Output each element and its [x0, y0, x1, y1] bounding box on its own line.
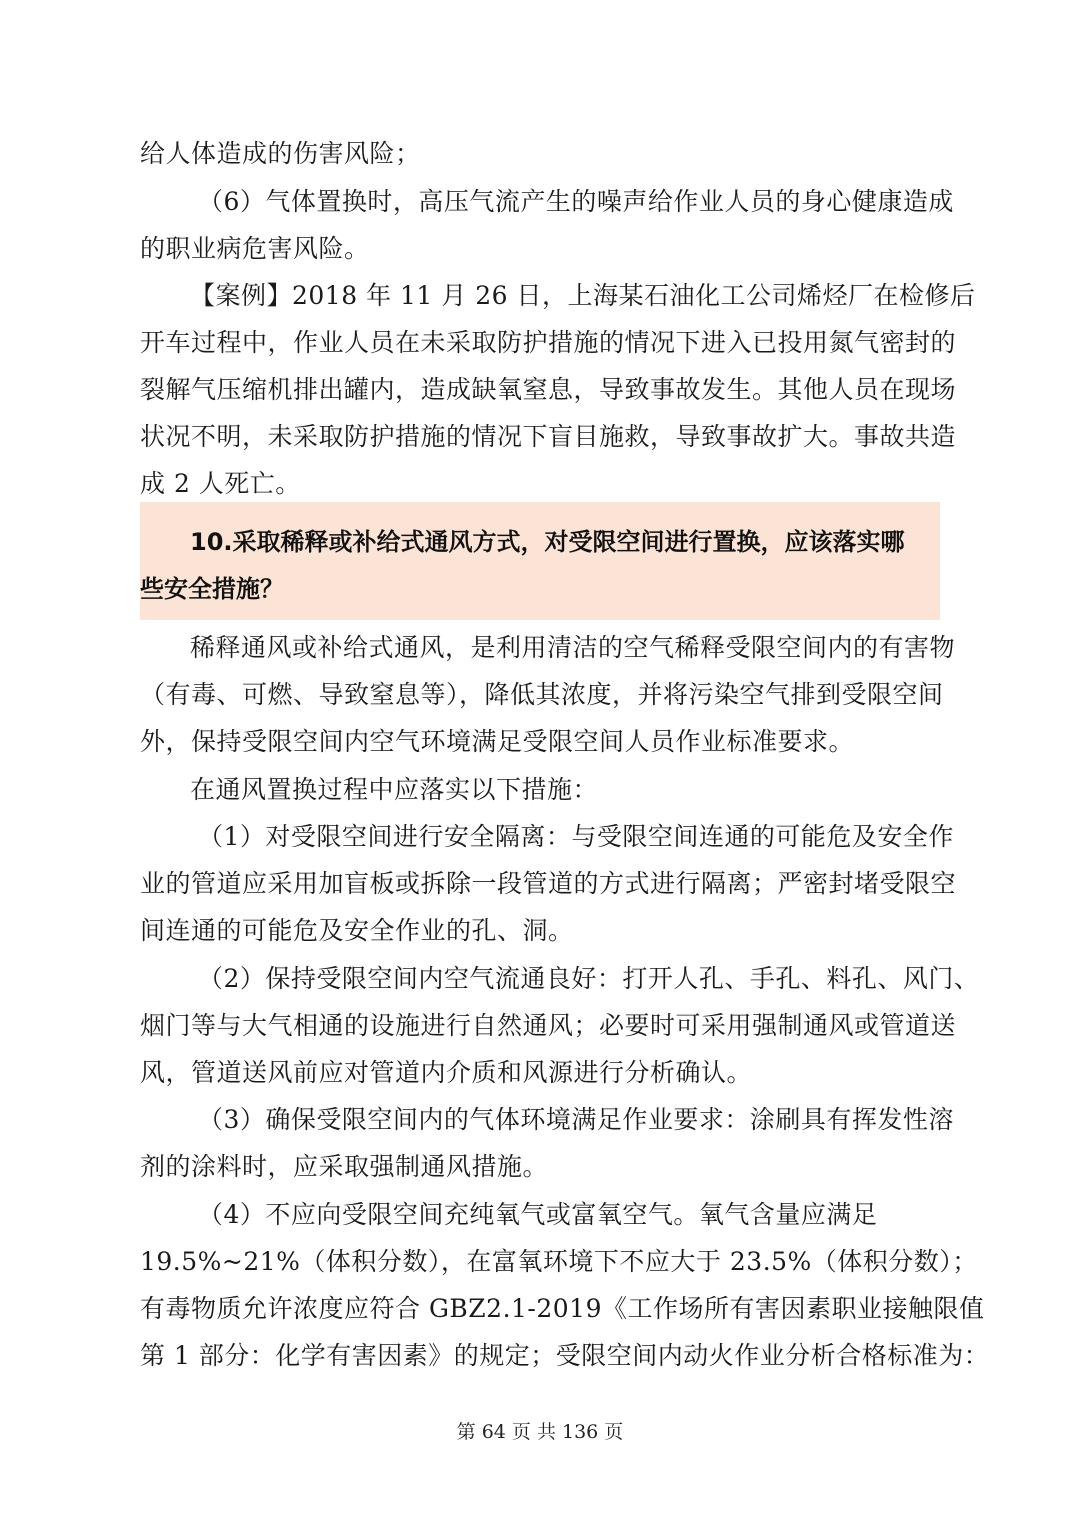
text-line: 的职业病危害风险。	[140, 234, 370, 263]
body-line: 第 1 部分：化学有害因素》的规定；受限空间内动火作业分析合格标准为：	[140, 1341, 990, 1370]
section-heading-line: 些安全措施？	[140, 575, 284, 603]
body-line: （4）不应向受限空间充纯氧气或富氧空气。氧气含量应满足	[198, 1200, 878, 1229]
section-heading-line: 10.采取稀释或补给式通风方式，对受限空间进行置换，应该落实哪	[190, 528, 905, 556]
body-line: 间连通的可能危及安全作业的孔、洞。	[140, 916, 574, 945]
body-line: （2）保持受限空间内空气流通良好：打开人孔、手孔、料孔、风门、	[198, 964, 980, 993]
text-line: （6）气体置换时，高压气流产生的噪声给作业人员的身心健康造成	[198, 187, 954, 216]
body-line: 外，保持受限空间内空气环境满足受限空间人员作业标准要求。	[140, 727, 855, 756]
body-line: 在通风置换过程中应落实以下措施：	[190, 775, 599, 804]
case-line: 开车过程中，作业人员在未采取防护措施的情况下进入已投用氮气密封的	[140, 328, 957, 357]
body-line: 19.5%~21%（体积分数），在富氧环境下不应大于 23.5%（体积分数）；	[140, 1247, 978, 1276]
body-line: 稀释通风或补给式通风，是利用清洁的空气稀释受限空间内的有害物	[190, 633, 956, 662]
case-line: 裂解气压缩机排出罐内，造成缺氧窒息，导致事故发生。其他人员在现场	[140, 375, 957, 404]
case-line: 【案例】2018 年 11 月 26 日，上海某石油化工公司烯烃厂在检修后	[190, 281, 976, 310]
text-line: 给人体造成的伤害风险；	[140, 139, 421, 168]
body-line: 有毒物质允许浓度应符合 GBZ2.1-2019《工作场所有害因素职业接触限值	[140, 1294, 985, 1323]
body-line: 风，管道送风前应对管道内介质和风源进行分析确认。	[140, 1058, 753, 1087]
body-line: （1）对受限空间进行安全隔离：与受限空间连通的可能危及安全作	[198, 822, 954, 851]
section-heading	[140, 502, 940, 620]
body-line: 业的管道应采用加盲板或拆除一段管道的方式进行隔离；严密封堵受限空	[140, 869, 957, 898]
body-line: 烟门等与大气相通的设施进行自然通风；必要时可采用强制通风或管道送	[140, 1011, 957, 1040]
page-number-footer: 第 64 页 共 136 页	[456, 1421, 624, 1443]
case-line: 成 2 人死亡。	[140, 469, 301, 498]
body-line: 剂的涂料时，应采取强制通风措施。	[140, 1152, 549, 1181]
body-line: （3）确保受限空间内的气体环境满足作业要求：涂刷具有挥发性溶	[198, 1105, 954, 1134]
case-line: 状况不明，未采取防护措施的情况下盲目施救，导致事故扩大。事故共造	[140, 422, 957, 451]
body-line: （有毒、可燃、导致窒息等），降低其浓度，并将污染空气排到受限空间	[140, 680, 944, 709]
